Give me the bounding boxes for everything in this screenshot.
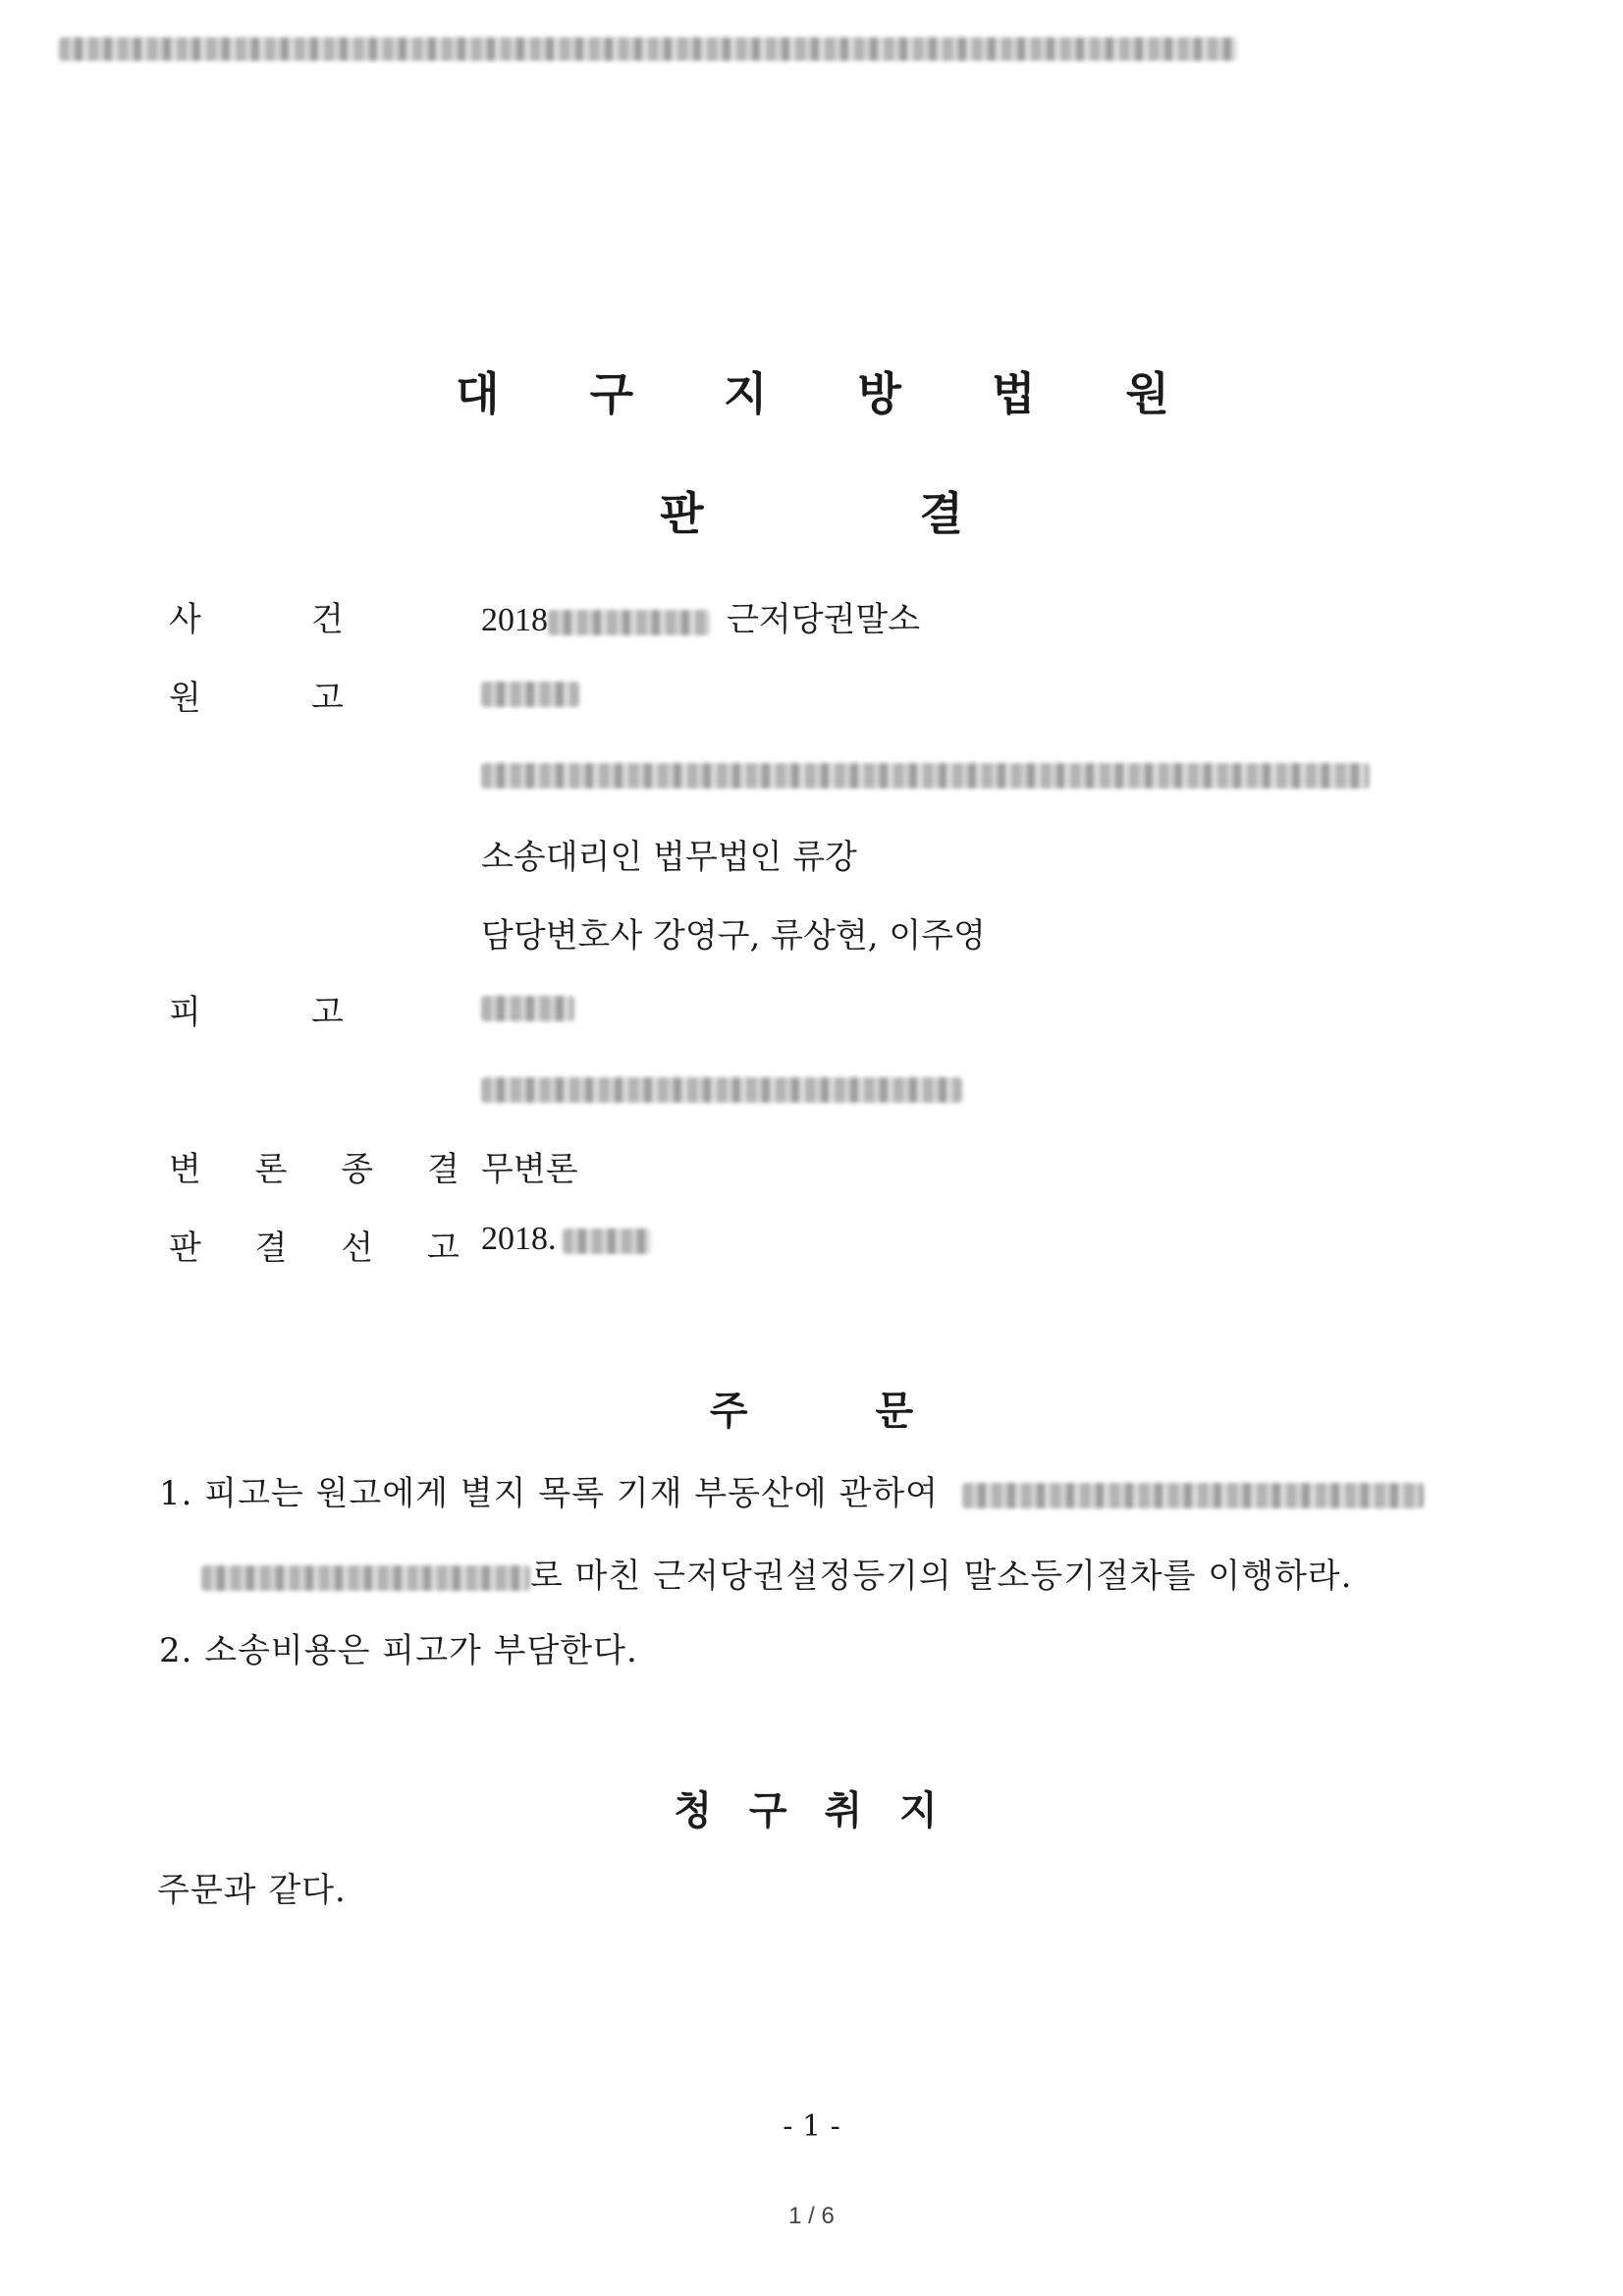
redacted-registry — [962, 1483, 1424, 1508]
hearing-label: 변 론 종 결 — [169, 1150, 481, 1189]
judgment-date-label: 판 결 선 고 — [169, 1229, 481, 1268]
redacted-registry-number — [201, 1565, 530, 1591]
order-heading: 주 문 — [709, 1388, 914, 1434]
court-name: 대 구 지 방 법 원 — [456, 367, 1207, 420]
page-count: 1 / 6 — [788, 2203, 835, 2229]
order-item-1-line-1: 1. 피고는 원고에게 별지 목록 기재 부동산에 관하여 — [159, 1466, 1424, 1514]
claim-heading: 청 구 취 지 — [674, 1787, 949, 1833]
hearing-value: 무변론 — [481, 1150, 578, 1189]
case-value — [481, 592, 920, 640]
case-title: 근저당권말소 — [727, 600, 921, 639]
case-year: 2018 — [481, 602, 548, 638]
order-item-1-line-2: 로 마친 근저당권설정등기의 말소등기절차를 이행하라. — [201, 1549, 1352, 1597]
judgment-date-value: 2018. — [481, 1221, 651, 1258]
defendant-label: 피 고 — [169, 993, 344, 1032]
redacted-case-number — [548, 610, 710, 635]
document-type-right: 결 — [919, 487, 963, 540]
document-type — [0, 478, 1623, 543]
defendant-name-redacted — [481, 987, 574, 1026]
order-item-2: 2. 소송비용은 피고가 부담한다. — [159, 1631, 638, 1670]
defendant-address-redacted — [481, 1068, 962, 1108]
plaintiff-attorneys: 담당변호사 강영구, 류상현, 이주영 — [481, 916, 986, 956]
case-label: 사 건 — [169, 600, 344, 639]
redacted-header — [59, 37, 1237, 61]
redacted-date — [563, 1229, 651, 1254]
plaintiff-name-redacted — [481, 673, 579, 712]
page-marker: - 1 - — [783, 2109, 840, 2144]
plaintiff-label: 원 고 — [169, 679, 344, 718]
plaintiff-address-redacted — [481, 754, 1370, 793]
plaintiff-representative: 소송대리인 법무법인 류강 — [481, 838, 857, 877]
document-type-left: 판 — [660, 487, 704, 540]
claim-text: 주문과 같다. — [157, 1871, 347, 1910]
